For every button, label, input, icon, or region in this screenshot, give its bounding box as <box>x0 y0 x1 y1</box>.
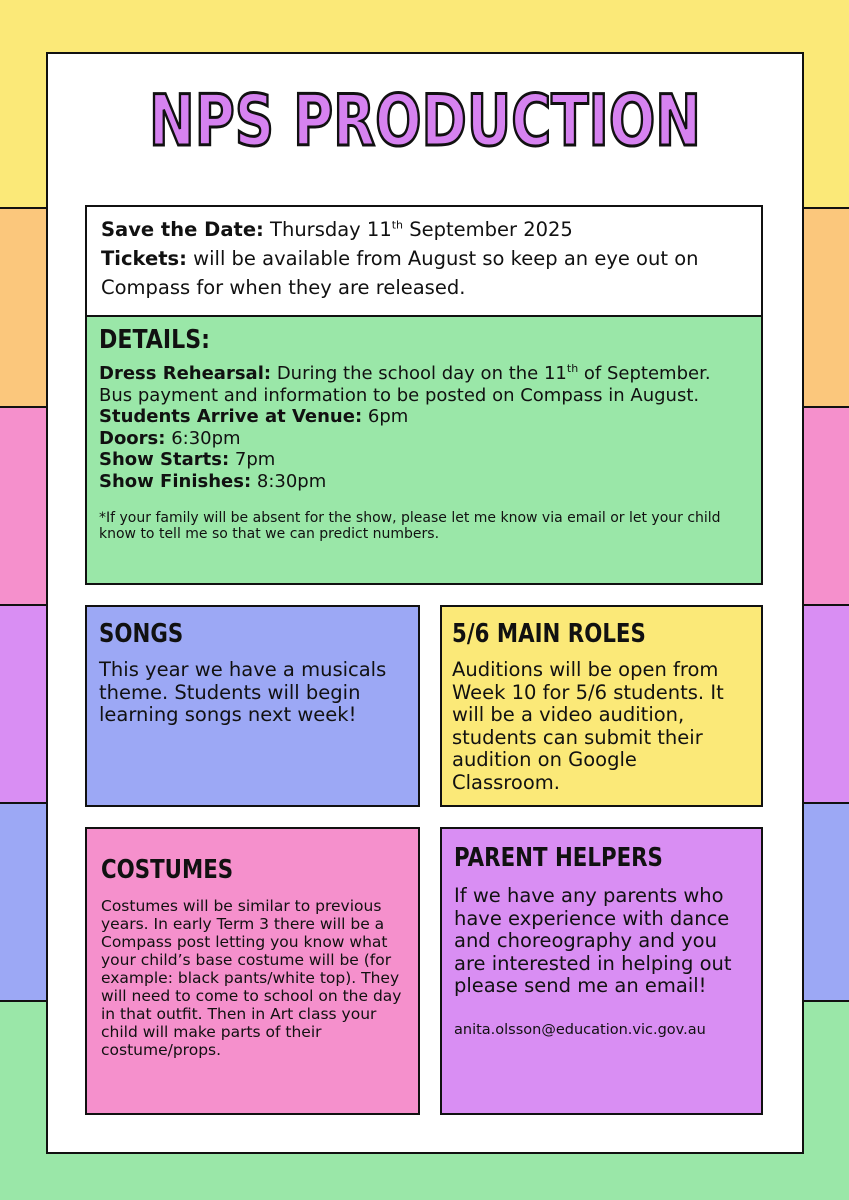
costumes-heading: COSTUMES <box>101 855 234 885</box>
show-starts-line: Show Starts: 7pm <box>99 449 276 470</box>
doors-line: Doors: 6:30pm <box>99 427 241 449</box>
songs-text: This year we have a musicals theme. Students will begin learning songs next week! <box>99 658 387 726</box>
costumes-text: Costumes will be similar to previous years. In early Term 3 there will be a Compass post letting you know what your child’s base costume will be (for example: black pants/white top). They will need to come to school on the day in that outfit. Then in Art class your child will make parts of their costume/props. <box>101 897 402 1059</box>
parent-helpers-box <box>440 827 763 1115</box>
costumes-box <box>85 827 420 1115</box>
tickets-line <box>101 244 747 302</box>
songs-box <box>85 605 420 807</box>
main-roles-box <box>440 605 763 807</box>
tickets-text: will be available from August so keep an eye out on Compass for when they are released. <box>101 247 699 299</box>
parent-helpers-text: If we have any parents who have experience with dance and choreography and you are interested in helping out please send me an email! <box>454 884 732 997</box>
dress-rehearsal-line: Dress Rehearsal: During the school day on the 11th of September. Bus payment and information to be posted on Compass in August. <box>99 362 711 406</box>
show-finishes-line: Show Finishes: 8:30pm <box>99 470 327 492</box>
main-roles-heading: 5/6 MAIN ROLES <box>452 619 646 649</box>
tickets-label: Tickets: <box>101 247 187 270</box>
arrive-line: Students Arrive at Venue: 6pm <box>99 406 409 427</box>
contact-email-link[interactable]: anita.olsson@education.vic.gov.au <box>454 1021 706 1038</box>
details-heading: DETAILS: <box>99 325 210 355</box>
save-the-date-box <box>85 205 763 317</box>
main-roles-text: Auditions will be open from Week 10 for 5/6 students. It will be a video audition, students can submit their audition on Google Classroom. <box>452 658 724 794</box>
save-the-date-line <box>101 215 747 244</box>
songs-heading: SONGS <box>99 619 184 649</box>
details-box <box>85 315 763 585</box>
save-the-date-value: Thursday 11th September 2025 <box>270 218 573 241</box>
parent-helpers-heading: PARENT HELPERS <box>454 843 663 873</box>
save-the-date-label: Save the Date: <box>101 218 264 241</box>
absence-note: *If your family will be absent for the show, please let me know via email or let your child know to tell me so that we can predict numbers. <box>99 510 721 542</box>
poster-title: NPS PRODUCTION <box>149 80 701 162</box>
